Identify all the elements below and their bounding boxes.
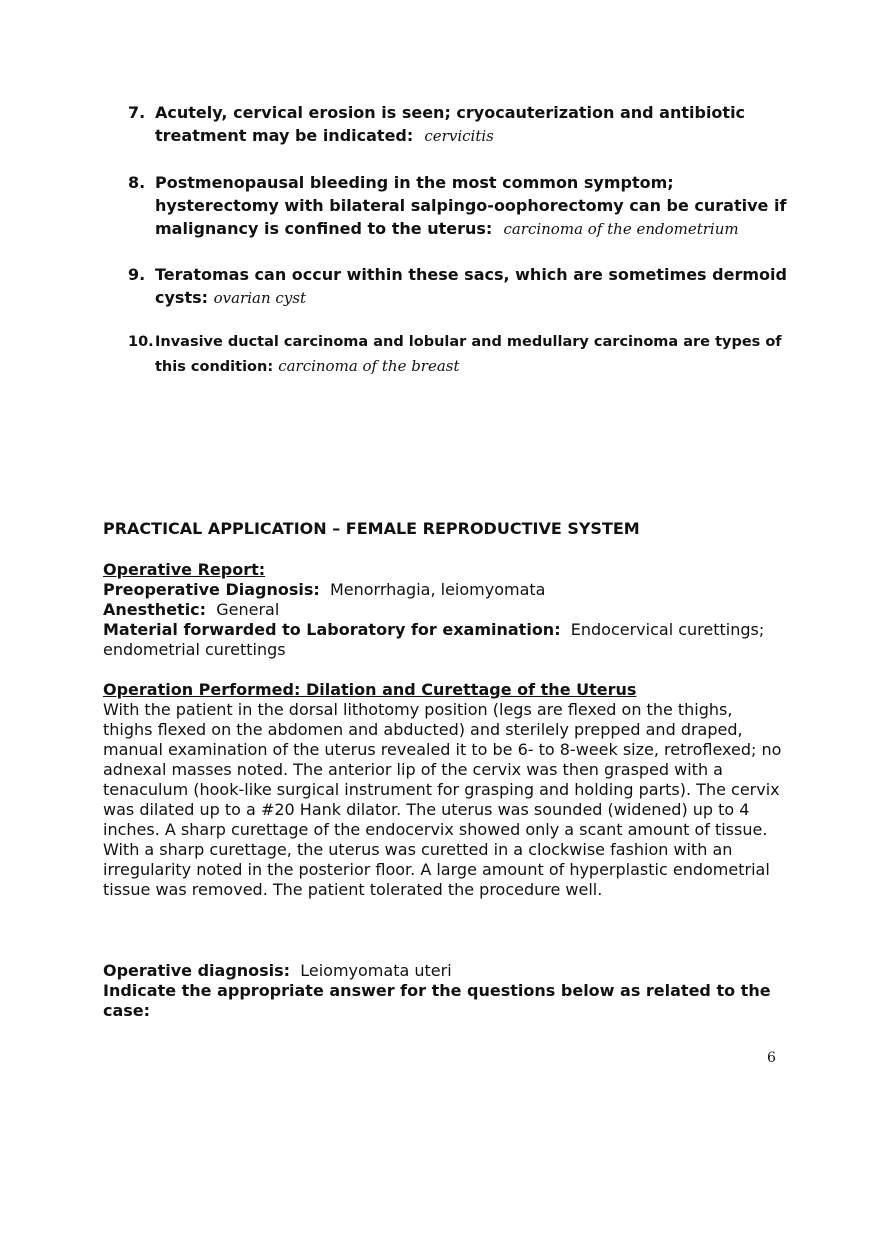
question-9 <box>128 263 788 310</box>
preop-diagnosis: Preoperative Diagnosis: Menorrhagia, leiomyomata <box>103 580 546 599</box>
question-number: 9. <box>128 265 146 284</box>
operation-body: With the patient in the dorsal lithotomy position (legs are flexed on the thighs, thighs flexed on the abdomen and abducted) and sterilely prepped and draped, manual examination of the uterus revealed it to be 6- to 8-week size, retroflexed; no adnexal masses noted. The anterior lip of the cervix was then grasped with a tenaculum (hook-like surgical instrument for grasping and holding parts). The cervix was dilated up to a #20 Hank dilator. The uterus was sounded (widened) up to 4 inches. A sharp curettage of the endocervix showed only a scant amount of tissue. With a sharp curettage, the uterus was curetted in a clockwise fashion with an irregularity noted in the posterior floor. A large amount of hyperplastic endometrial tissue was removed. The patient tolerated the procedure well. <box>103 700 782 899</box>
question-text: Postmenopausal bleeding in the most common symptom; hysterectomy with bilateral salpingo-oophorectomy can be curative if malignancy is confined to the uterus: <box>155 173 787 238</box>
material-forwarded: Material forwarded to Laboratory for examination: Endocervical curettings; endometrial curettings <box>103 620 765 659</box>
operative-report <box>103 560 783 660</box>
question-text: Invasive ductal carcinoma and lobular and medullary carcinoma are types of this condition: <box>155 334 782 375</box>
question-number: 10. <box>128 334 154 350</box>
page-number: 6 <box>767 1050 776 1066</box>
question-10 <box>128 331 788 379</box>
postop-section <box>103 961 783 1021</box>
report-heading: Operative Report: <box>103 560 266 579</box>
operative-diagnosis: Operative diagnosis: Leiomyomata uteri <box>103 961 452 980</box>
answer-text: carcinoma of the endometrium <box>503 220 739 238</box>
section-title: PRACTICAL APPLICATION – FEMALE REPRODUCTIVE SYSTEM <box>103 519 640 538</box>
question-number: 8. <box>128 173 146 192</box>
question-text: Acutely, cervical erosion is seen; cryocauterization and antibiotic treatment may be indicated: <box>155 103 746 145</box>
question-text: Teratomas can occur within these sacs, which are sometimes dermoid cysts: <box>155 265 787 307</box>
anesthetic: Anesthetic: General <box>103 600 280 619</box>
answer-text: cervicitis <box>424 127 494 145</box>
operation-heading: Operation Performed: Dilation and Curettage of the Uterus <box>103 680 637 699</box>
operation-section <box>103 680 783 900</box>
answer-text: carcinoma of the breast <box>278 356 460 375</box>
question-number: 7. <box>128 103 146 122</box>
question-7 <box>128 101 788 148</box>
instruction-text: Indicate the appropriate answer for the questions below as related to the case: <box>103 981 771 1020</box>
answer-text: ovarian cyst <box>213 289 306 307</box>
question-8 <box>128 171 788 241</box>
